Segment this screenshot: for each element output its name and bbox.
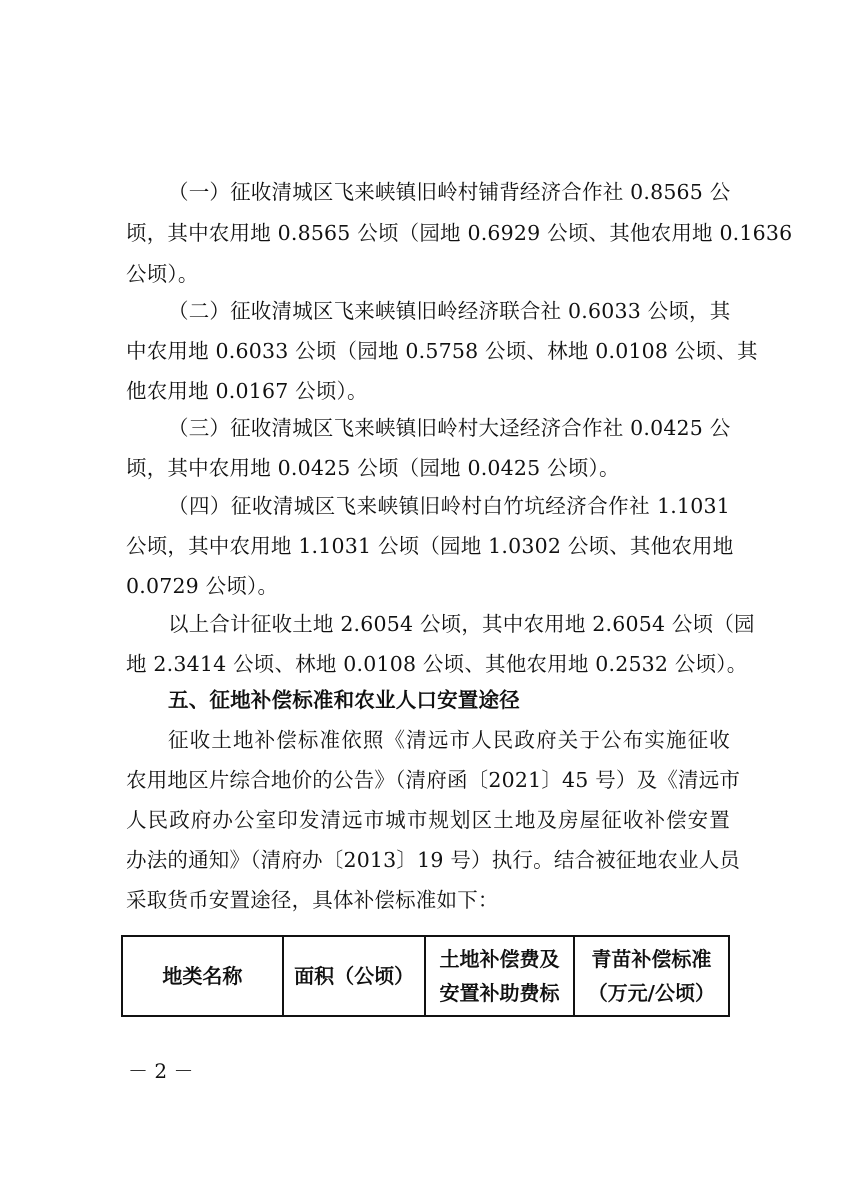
text-line: 0.0729 公顷）。 [126,574,279,598]
header-text: 安置补助费标 [439,981,560,1005]
header-text: 土地补偿费及 [439,947,560,971]
text-line: 地 2.3414 公顷、林地 0.0108 公顷、其他农用地 0.2532 公顷）。 [126,652,748,676]
text-line: （一）征收清城区飞来峡镇旧岭村铺背经济合作社 0.8565 公 [168,180,731,204]
text-line: 征收土地补偿标准依照《清远市人民政府关于公布实施征收 [168,728,730,752]
header-area [283,936,426,1016]
header-text: 青苗补偿标准 [591,947,712,971]
header-crop-compensation [574,936,729,1016]
text-line: 办法的通知》（清府办〔2013〕19 号）执行。结合被征地农业人员 [126,848,741,872]
text-line: 公顷，其中农用地 1.1031 公顷（园地 1.0302 公顷、其他农用地 [126,534,734,558]
table-header-row [122,936,729,1016]
header-land-compensation [425,936,573,1016]
text-line: 人民政府办公室印发清远市城市规划区土地及房屋征收补偿安置 [126,808,730,832]
text-line: 公顷）。 [126,262,199,286]
text-line: 农用地区片综合地价的公告》（清府函〔2021〕45 号）及《清远市 [126,768,741,792]
text-line: 中农用地 0.6033 公顷（园地 0.5758 公顷、林地 0.0108 公顷、其 [126,339,758,363]
text-line: （三）征收清城区飞来峡镇旧岭村大迳经济合作社 0.0425 公 [168,416,731,440]
text-line: 采取货币安置途径，具体补偿标准如下： [126,888,499,912]
header-text: 地类名称 [162,964,243,988]
header-text: （万元/公顷） [587,981,715,1005]
section-heading: 五、征地补偿标准和农业人口安置途径 [168,688,520,712]
text-line: （二）征收清城区飞来峡镇旧岭经济联合社 0.6033 公顷，其 [168,299,731,323]
compensation-table [121,935,730,1017]
page-number: － 2 － [128,1059,194,1083]
text-line: 他农用地 0.0167 公顷）。 [126,379,368,403]
text-line: 顷，其中农用地 0.0425 公顷（园地 0.0425 公顷）。 [126,456,620,480]
text-line: 以上合计征收土地 2.6054 公顷，其中农用地 2.6054 公顷（园 [168,612,755,636]
header-land-type [122,936,283,1016]
text-line: （四）征收清城区飞来峡镇旧岭村白竹坑经济合作社 1.1031 [168,494,730,518]
header-text: 面积（公顷） [294,964,415,988]
text-line: 顷，其中农用地 0.8565 公顷（园地 0.6929 公顷、其他农用地 0.1636 [126,221,793,245]
